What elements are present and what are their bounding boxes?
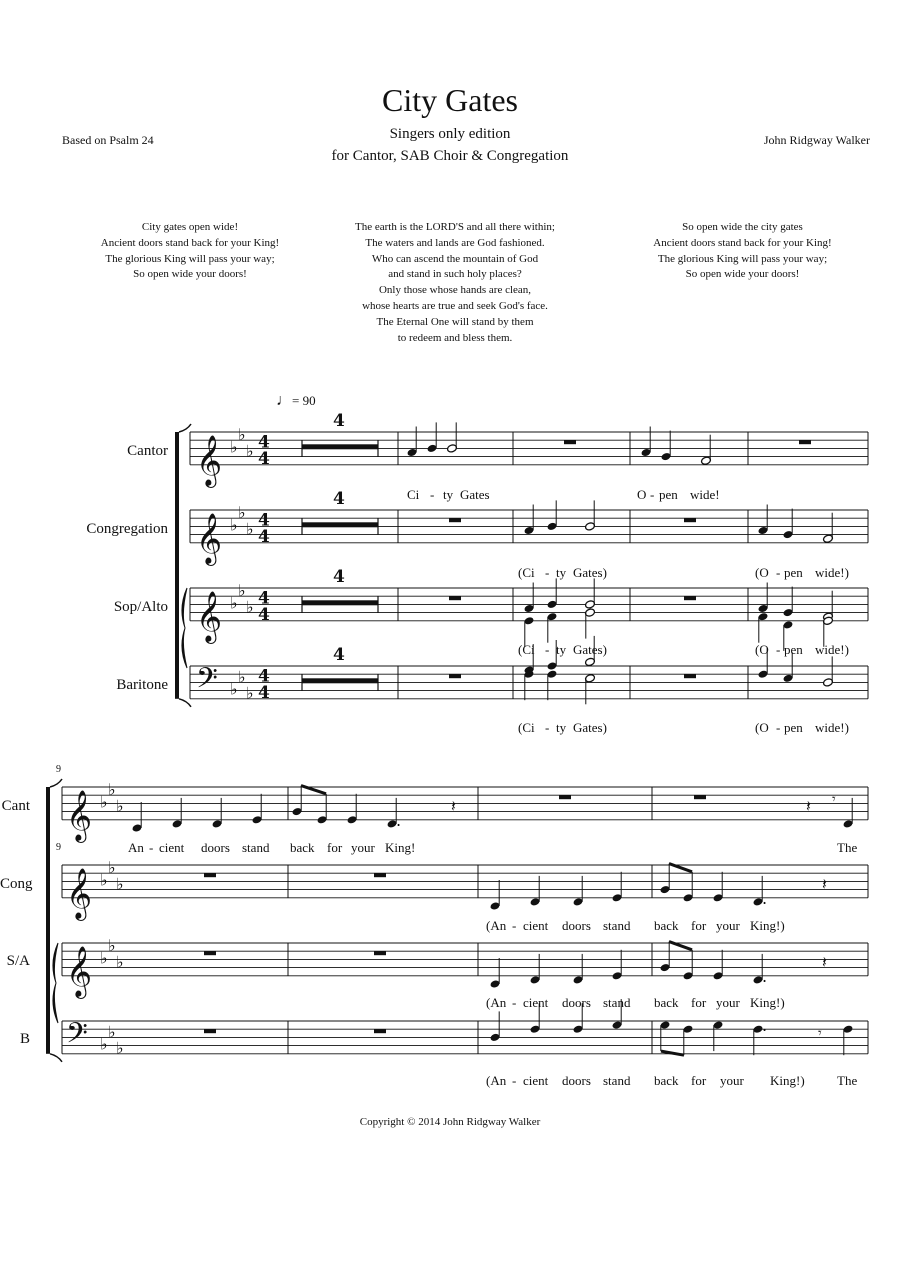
time-sig-top: 4	[258, 510, 270, 531]
whole-rest	[694, 795, 706, 799]
time-sig-bottom: 4	[258, 526, 270, 547]
flat-icon: ♭	[238, 667, 246, 687]
lyric-syllable: cient	[523, 995, 549, 1010]
lyric-syllable: pen	[784, 642, 803, 657]
lyric-syllable: An	[128, 840, 144, 855]
flat-icon: ♭	[108, 780, 116, 800]
verse-line: and stand in such holy places?	[388, 268, 522, 281]
dot: .	[762, 888, 768, 908]
lyric-syllable: The	[837, 1073, 858, 1088]
lyric-syllable: pen	[659, 487, 678, 502]
lyric-syllable: Ci	[407, 487, 420, 502]
whole-rest	[684, 674, 696, 678]
lyric-syllable: ty	[443, 487, 454, 502]
instrument-sopalto: Sop/Alto	[113, 599, 168, 615]
lyric-syllable: ty	[556, 720, 567, 735]
bracket-hook	[179, 699, 191, 707]
whole-rest	[374, 873, 386, 877]
multirest-count: 4	[333, 567, 345, 587]
lyric-syllable: King!)	[770, 1073, 805, 1088]
verse-line: Ancient doors stand back for your King!	[653, 236, 832, 249]
flat-icon: ♭	[108, 936, 116, 956]
whole-rest	[204, 951, 216, 955]
lyric-syllable: back	[654, 995, 679, 1010]
multirest-count: 4	[333, 645, 345, 665]
lyric-syllable: wide!)	[815, 565, 849, 580]
flat-icon: ♭	[230, 679, 238, 699]
lyric-syllable: wide!)	[815, 642, 849, 657]
choir-brace	[53, 943, 58, 1023]
flat-icon: ♭	[246, 597, 254, 617]
lyric-syllable: King!)	[750, 995, 785, 1010]
lyric-hyphen: -	[545, 720, 550, 735]
verse-line: Ancient doors stand back for your King!	[100, 236, 280, 249]
flat-icon: ♭	[108, 858, 116, 878]
lyric-syllable: Gates)	[573, 720, 607, 735]
eighth-rest: 𝄾	[818, 1025, 822, 1042]
verse-line: The glorious King will pass your way;	[657, 252, 828, 265]
whole-rest	[449, 674, 461, 678]
lyric-hyphen: -	[430, 487, 435, 502]
treble-clef-icon: 𝄞	[196, 590, 223, 642]
verse-line: Only those whose hands are clean,	[378, 284, 532, 297]
treble-clef-icon: 𝄞	[66, 867, 93, 919]
verse-line: whose hearts are true and seek God's face.	[362, 299, 548, 312]
lyric-hyphen: -	[776, 642, 781, 657]
lyric-syllable: doors	[562, 1073, 591, 1088]
verse-line: to redeem and bless them.	[397, 331, 513, 344]
quarter-rest: 𝄽	[822, 874, 827, 894]
copyright: Copyright © 2014 John Ridgway Walker	[359, 1116, 541, 1128]
lyric-syllable: wide!	[690, 487, 720, 502]
lyric-syllable: cient	[159, 840, 185, 855]
lyric-syllable: for	[691, 918, 707, 933]
lyric-syllable: ty	[556, 565, 567, 580]
flat-icon: ♭	[116, 952, 124, 972]
verse-line: The glorious King will pass your way;	[105, 252, 275, 265]
lyric-syllable: for	[327, 840, 343, 855]
lyric-hyphen: -	[512, 995, 517, 1010]
dot: .	[762, 1016, 768, 1036]
multirest-bar	[302, 522, 378, 527]
treble-clef-icon: 𝄞	[66, 789, 93, 841]
lyric-syllable: back	[654, 918, 679, 933]
whole-rest	[449, 518, 461, 522]
whole-rest	[559, 795, 571, 799]
time-sig-bottom: 4	[258, 682, 270, 703]
whole-rest	[564, 440, 576, 444]
lyric-syllable: (Ci	[518, 642, 535, 657]
lyric-hyphen: -	[545, 565, 550, 580]
lyric-syllable: your	[716, 918, 740, 933]
instrument-congregation: Congregation	[86, 521, 168, 537]
lyric-syllable: Gates)	[573, 642, 607, 657]
flat-icon: ♭	[108, 1022, 116, 1042]
measure-number: 9	[56, 764, 61, 775]
multirest-bar	[302, 600, 378, 605]
lyric-syllable: stand	[603, 995, 631, 1010]
choir-brace	[182, 588, 187, 668]
lyric-syllable: (An	[486, 918, 507, 933]
measure-number: 9	[56, 842, 61, 853]
whole-rest	[374, 1029, 386, 1033]
multirest-bar	[302, 444, 378, 449]
lyric-syllable: doors	[562, 995, 591, 1010]
tempo-marking: ♩= 90	[276, 392, 316, 409]
bracket-hook	[50, 779, 62, 787]
whole-rest	[204, 873, 216, 877]
verse-line: City gates open wide!	[141, 221, 239, 233]
lyric-syllable: doors	[562, 918, 591, 933]
lyric-hyphen: -	[512, 918, 517, 933]
lyric-hyphen: -	[512, 1073, 517, 1088]
lyric-syllable: for	[691, 1073, 707, 1088]
whole-rest	[684, 596, 696, 600]
lyric-syllable: Gates	[460, 487, 490, 502]
lyric-syllable: your	[716, 995, 740, 1010]
system-bracket	[175, 432, 179, 699]
lyric-syllable: (Ci	[518, 720, 535, 735]
verse-line: So open wide your doors!	[133, 268, 247, 281]
lyric-syllable: for	[691, 995, 707, 1010]
flat-icon: ♭	[238, 503, 246, 523]
lyric-syllable: your	[351, 840, 375, 855]
lyric-syllable: stand	[603, 1073, 631, 1088]
whole-rest	[684, 518, 696, 522]
instrument-b: B	[19, 1031, 30, 1047]
treble-clef-icon: 𝄞	[196, 434, 223, 486]
verse-line: The waters and lands are God fashioned.	[365, 236, 545, 249]
lyric-syllable: ty	[556, 642, 567, 657]
time-sig-bottom: 4	[258, 604, 270, 625]
flat-icon: ♭	[116, 874, 124, 894]
lyric-syllable: Gates)	[573, 565, 607, 580]
lyric-syllable: doors	[201, 840, 230, 855]
subtitle-edition: Singers only edition	[389, 126, 511, 142]
quarter-rest: 𝄽	[822, 952, 827, 972]
lyric-syllable: pen	[784, 720, 803, 735]
flat-icon: ♭	[116, 796, 124, 816]
multirest-bar	[302, 678, 378, 683]
lyric-syllable: stand	[242, 840, 270, 855]
bass-clef-icon: 𝄢	[66, 1017, 88, 1058]
instrument-cong: Cong	[0, 876, 33, 892]
lyric-hyphen: -	[776, 720, 781, 735]
lyric-syllable: pen	[784, 565, 803, 580]
treble-clef-icon: 𝄞	[196, 512, 223, 564]
lyric-syllable: back	[290, 840, 315, 855]
bass-clef-icon: 𝄢	[196, 662, 218, 703]
lyric-syllable: King!	[385, 840, 416, 855]
treble-clef-icon: 𝄞	[66, 945, 93, 997]
instrument-cant: Cant	[1, 798, 30, 814]
eighth-rest: 𝄾	[832, 791, 836, 808]
based-on-text: Based on Psalm 24	[62, 133, 154, 147]
multirest-count: 4	[333, 411, 345, 431]
lyric-syllable: The	[837, 840, 858, 855]
bracket-hook	[179, 424, 191, 432]
lyric-hyphen: -	[776, 565, 781, 580]
flat-icon: ♭	[238, 581, 246, 601]
flat-icon: ♭	[100, 870, 108, 890]
dot: .	[762, 966, 768, 986]
time-sig-bottom: 4	[258, 448, 270, 469]
flat-icon: ♭	[100, 792, 108, 812]
quarter-rest: 𝄽	[451, 796, 456, 816]
system-bracket	[46, 787, 50, 1054]
time-sig-top: 4	[258, 588, 270, 609]
score-title: City Gates	[382, 82, 518, 118]
quarter-note-icon: ♩	[276, 392, 292, 409]
lyric-hyphen: -	[149, 840, 154, 855]
lyric-syllable: stand	[603, 918, 631, 933]
lyric-syllable: King!)	[750, 918, 785, 933]
lyric-syllable: (O	[755, 565, 769, 580]
lyric-syllable: (Ci	[518, 565, 535, 580]
flat-icon: ♭	[246, 519, 254, 539]
lyric-syllable: (An	[486, 1073, 507, 1088]
flat-icon: ♭	[100, 948, 108, 968]
lyric-syllable: your	[720, 1073, 744, 1088]
verse-line: The earth is the LORD'S and all there within;	[355, 221, 555, 233]
lyric-syllable: cient	[523, 1073, 549, 1088]
whole-rest	[449, 596, 461, 600]
flat-icon: ♭	[230, 515, 238, 535]
quarter-rest: 𝄽	[806, 796, 811, 816]
whole-rest	[204, 1029, 216, 1033]
instrument-cantor: Cantor	[127, 443, 168, 459]
flat-icon: ♭	[246, 683, 254, 703]
lyric-syllable: O	[637, 487, 647, 502]
lyric-syllable: (An	[486, 995, 507, 1010]
time-sig-top: 4	[258, 432, 270, 453]
composer-name: John Ridgway Walker	[763, 133, 870, 147]
subtitle-instrumentation: for Cantor, SAB Choir & Congregation	[331, 148, 569, 164]
instrument-sa: S/A	[6, 953, 30, 969]
bracket-hook	[50, 1054, 62, 1062]
lyric-hyphen: -	[650, 487, 655, 502]
lyric-hyphen: -	[545, 642, 550, 657]
flat-icon: ♭	[230, 593, 238, 613]
whole-rest	[374, 951, 386, 955]
verse-line: The Eternal One will stand by them	[376, 315, 534, 328]
instrument-baritone: Baritone	[116, 677, 168, 693]
lyric-syllable: (O	[755, 642, 769, 657]
flat-icon: ♭	[238, 425, 246, 445]
beam	[661, 1051, 684, 1055]
verse-line: So open wide your doors!	[685, 268, 800, 281]
flat-icon: ♭	[100, 1034, 108, 1054]
lyric-syllable: (O	[755, 720, 769, 735]
verse-line: Who can ascend the mountain of God	[371, 252, 539, 265]
lyric-syllable: cient	[523, 918, 549, 933]
multirest-count: 4	[333, 489, 345, 509]
lyric-syllable: wide!)	[815, 720, 849, 735]
verse-line: So open wide the city gates	[682, 221, 803, 233]
time-sig-top: 4	[258, 666, 270, 687]
flat-icon: ♭	[116, 1038, 124, 1058]
whole-rest	[799, 440, 811, 444]
flat-icon: ♭	[246, 441, 254, 461]
flat-icon: ♭	[230, 437, 238, 457]
lyric-syllable: back	[654, 1073, 679, 1088]
dot: .	[396, 810, 402, 830]
